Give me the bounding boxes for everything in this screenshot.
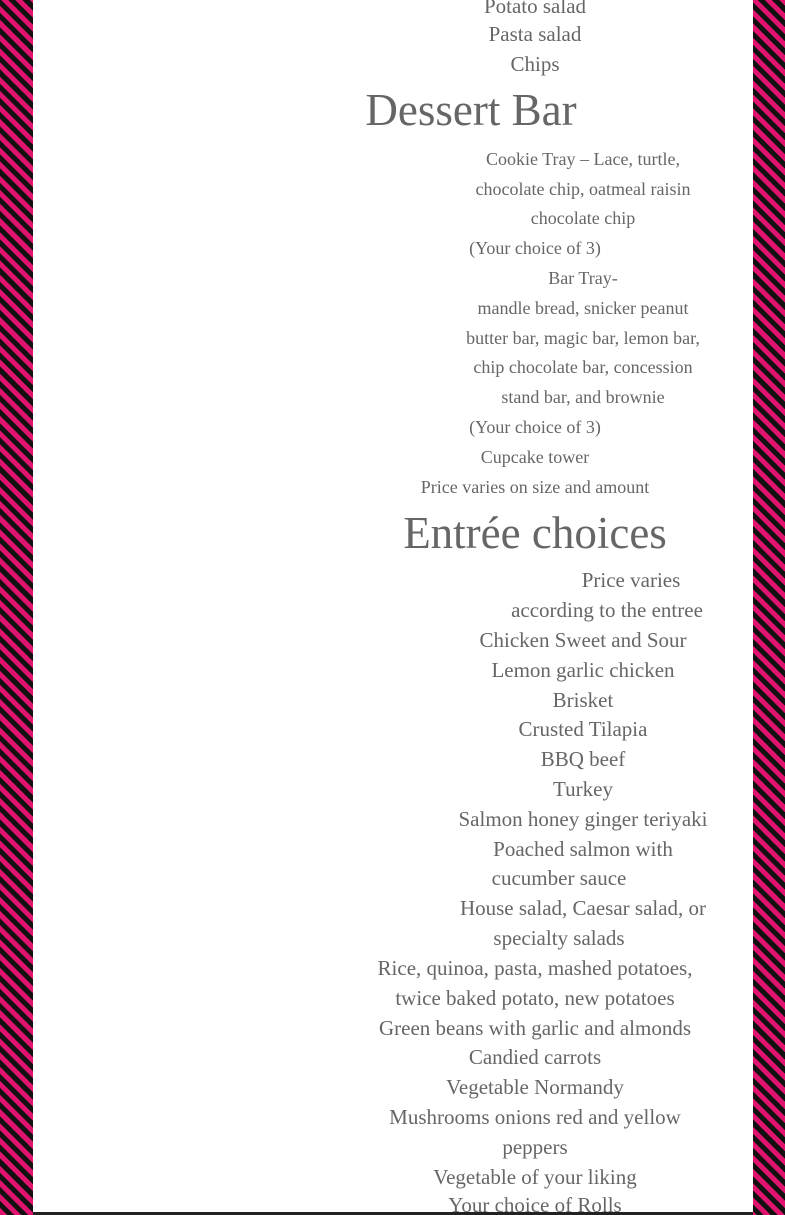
side-item: Chips (510, 52, 560, 76)
entree-line: Vegetable of your liking (433, 1165, 637, 1189)
side-item: Pasta salad (488, 22, 582, 46)
entree-line: Chicken Sweet and Sour (479, 628, 687, 652)
side-item: Potato salad (483, 0, 587, 18)
dessert-line: chip chocolate bar, concession (473, 357, 693, 377)
entree-line: House salad, Caesar salad, or (459, 896, 707, 920)
entree-line: specialty salads (493, 926, 625, 950)
entree-line: Turkey (553, 777, 613, 801)
entree-line: Vegetable Normandy (446, 1075, 624, 1099)
entree-line: Price varies (581, 568, 681, 592)
dessert-line: stand bar, and brownie (501, 387, 665, 407)
dessert-line: Cookie Tray – Lace, turtle, (486, 149, 680, 169)
dessert-heading: Dessert Bar (365, 85, 577, 135)
entree-line: Mushrooms onions red and yellow (389, 1105, 681, 1129)
dessert-line: chocolate chip (530, 208, 636, 228)
entree-heading: Entrée choices (403, 508, 667, 558)
dessert-line: mandle bread, snicker peanut (477, 298, 689, 318)
entree-line: Salmon honey ginger teriyaki (458, 807, 708, 831)
dessert-line: (Your choice of 3) (469, 238, 601, 258)
dessert-line: (Your choice of 3) (469, 417, 601, 437)
entree-line: Lemon garlic chicken (491, 658, 675, 682)
entree-line: Your choice of Rolls (448, 1193, 622, 1212)
entree-line: Brisket (552, 688, 614, 712)
dessert-line: butter bar, magic bar, lemon bar, (466, 328, 700, 348)
entree-line: BBQ beef (540, 747, 626, 771)
dessert-line: chocolate chip, oatmeal raisin (475, 179, 691, 199)
entree-line: Crusted Tilapia (518, 717, 648, 741)
entree-line: twice baked potato, new potatoes (395, 986, 675, 1010)
entree-line: cucumber sauce (491, 866, 627, 890)
entree-line: Poached salmon with (493, 837, 673, 861)
entree-line: Candied carrots (468, 1045, 602, 1069)
dessert-line: Price varies on size and amount (420, 477, 650, 497)
entree-line: according to the entree (511, 598, 703, 622)
menu-page (33, 0, 753, 1212)
entree-line: Rice, quinoa, pasta, mashed potatoes, (377, 956, 693, 980)
entree-line: peppers (502, 1135, 568, 1159)
dessert-line: Bar Tray- (548, 268, 618, 288)
dessert-line: Cupcake tower (480, 447, 590, 467)
entree-line: Green beans with garlic and almonds (379, 1016, 691, 1040)
